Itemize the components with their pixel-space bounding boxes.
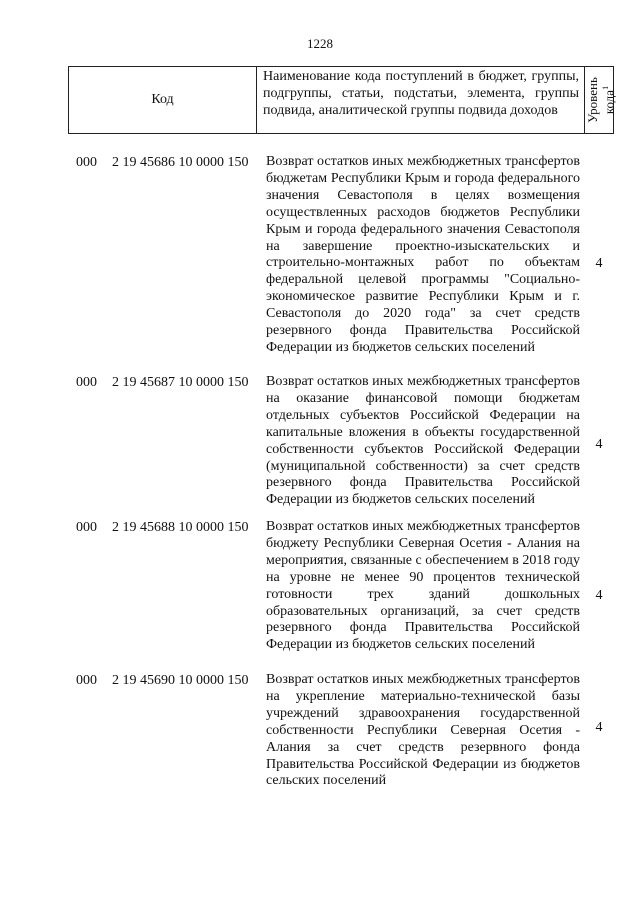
header-code-column: Код: [69, 67, 257, 133]
code-description: Возврат остатков иных межбюджетных трансфертов бюджету Республики Северная Осетия - Алания на мероприятия, связанные с обеспечением в 2018 году на уровне не менее 90 процентов технической готовности трех зданий дошкольных образовательных организаций, за счет средств резервного фонда Правительства Российской Федерации из бюджетов сельских поселений: [266, 519, 580, 653]
page-number: 1228: [307, 36, 333, 51]
code-description: Возврат остатков иных межбюджетных трансфертов на укрепление материально-технической базы учреждений здравоохранения государственной собственности Республики Северная Осетия - Алания за счет средств резервного фонда Правительства Российской Федерации из бюджетов сельских поселений: [266, 672, 580, 789]
code-description: Возврат остатков иных межбюджетных трансфертов на оказание финансовой помощи бюджетам отдельных субъектов Российской Федерации на капитальные вложения в объекты государственной собственности субъектов Российской Федерации (муниципальной собственности) за счет средств резервного фонда Правительства Российской Федерации из бюджетов сельских поселений: [266, 374, 580, 508]
code-level: 4: [595, 720, 603, 735]
header-level-label-rotated: [585, 67, 617, 133]
code-prefix: 000: [76, 155, 97, 170]
code-level: 4: [595, 256, 603, 271]
code-prefix: 000: [76, 520, 97, 535]
code-level: 4: [595, 437, 603, 452]
table-header: [68, 66, 617, 134]
code-value: 2 19 45686 10 0000 150: [112, 155, 249, 170]
code-value: 2 19 45690 10 0000 150: [112, 673, 249, 688]
header-name-column: Наименование кода поступлений в бюджет, группы, подгруппы, статьи, подстатьи, элемента, группы подвида, аналитической группы подвида доходов: [257, 67, 585, 133]
code-value: 2 19 45687 10 0000 150: [112, 375, 249, 390]
code-description: Возврат остатков иных межбюджетных трансфертов бюджетам Республики Крым и города федерального значения Севастополя в целях возмещения осуществленных расходов бюджетов Республики Крым и города федерального значения Севастополя на завершение проектно-изыскательских и строительно-монтажных работ по объектам федеральной целевой программы "Социально-экономическое развитие Республики Крым и г. Севастополя до 2020 года" за счет средств резервного фонда Правительства Российской Федерации из бюджетов сельских поселений: [266, 154, 580, 355]
header-level-label: Уровень кода: [585, 77, 617, 123]
code-prefix: 000: [76, 673, 97, 688]
header-level-column: [585, 67, 617, 133]
code-prefix: 000: [76, 375, 97, 390]
header-level-footnote: 1: [601, 85, 610, 90]
code-level: 4: [595, 588, 603, 603]
code-value: 2 19 45688 10 0000 150: [112, 520, 249, 535]
